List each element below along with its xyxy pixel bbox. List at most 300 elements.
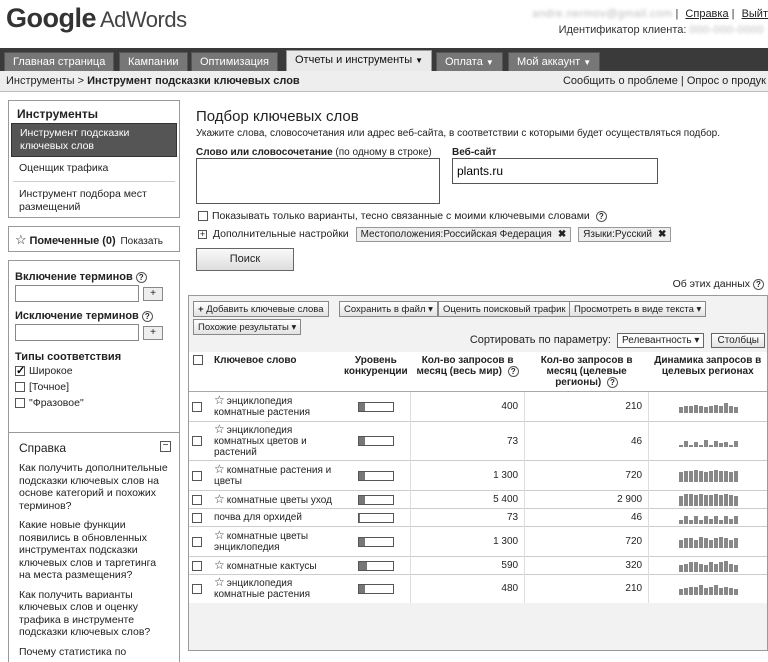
tab-label: Оптимизация: [200, 56, 269, 68]
match-type-label: Широкое: [29, 365, 73, 377]
trend-bar: [699, 494, 703, 506]
chevron-down-icon: ▾: [697, 304, 702, 315]
collapse-icon[interactable]: −: [160, 441, 171, 452]
help-icon[interactable]: ?: [596, 211, 607, 222]
help-question[interactable]: Как получить дополнительные подсказки ключевых слов на основе категорий и похожих терминов?: [9, 459, 179, 516]
trend-bar: [734, 516, 738, 524]
report-problem-link[interactable]: Сообщить о проблеме: [563, 75, 678, 87]
tab-reports-tools[interactable]: [286, 50, 432, 71]
trend-bar: [709, 495, 713, 506]
close-icon[interactable]: ✖: [658, 229, 666, 240]
survey-link[interactable]: Опрос о продук: [687, 75, 766, 87]
trend-bar: [729, 540, 733, 548]
competition-bar: [358, 513, 394, 523]
trend-bar: [704, 472, 708, 482]
global-searches-header[interactable]: [411, 352, 525, 392]
starred-panel: [8, 226, 180, 252]
trend-bar: [724, 587, 728, 595]
trend-cell: [649, 509, 767, 527]
trend-bar: [714, 585, 718, 595]
trend-bar: [724, 494, 728, 506]
trend-bar: [704, 516, 708, 524]
keyword-cell: [211, 491, 341, 509]
about-data-link[interactable]: [673, 278, 764, 290]
star-icon[interactable]: ☆: [214, 528, 225, 542]
trend-bar: [689, 520, 693, 524]
trend-bar: [679, 589, 683, 595]
trend-bar: [704, 565, 708, 572]
help-icon[interactable]: ?: [142, 311, 153, 322]
trend-bar: [704, 588, 708, 595]
sidebar-item-traffic-estimator[interactable]: Оценщик трафика: [9, 160, 179, 177]
row-checkbox[interactable]: [192, 537, 202, 547]
row-checkbox[interactable]: [192, 436, 202, 446]
trend-bar: [689, 587, 693, 595]
client-id-value: 000-000-0000: [689, 24, 764, 36]
row-checkbox[interactable]: [192, 561, 202, 571]
local-searches-cell: 46: [525, 509, 649, 527]
trend-bar: [734, 538, 738, 548]
keyword-text: комнатные кактусы: [227, 561, 317, 572]
trend-bar: [694, 442, 698, 447]
local-searches-header[interactable]: [525, 352, 649, 392]
keyword-text: комнатные цветы энциклопедия: [214, 531, 308, 553]
tab-label: Кампании: [128, 56, 179, 68]
trend-bar: [729, 564, 733, 572]
trend-bar: [719, 562, 723, 572]
trend-bar: [704, 495, 708, 506]
competition-cell: [341, 509, 411, 527]
local-searches-cell: 46: [525, 422, 649, 461]
table-row[interactable]: [189, 491, 767, 509]
trend-bar: [714, 564, 718, 572]
exclude-terms-label: [9, 310, 179, 322]
trend-bar: [714, 538, 718, 548]
sort-value: Релевантность: [622, 335, 692, 346]
trend-bar: [694, 405, 698, 413]
table-row[interactable]: [189, 575, 767, 603]
trend-bar: [729, 406, 733, 413]
table-row[interactable]: [189, 392, 767, 422]
trend-bar: [679, 445, 683, 447]
close-icon[interactable]: ✖: [558, 229, 566, 240]
similar-results-label: Похожие результаты: [198, 322, 289, 333]
tab-my-account[interactable]: [508, 52, 600, 71]
exclude-terms-input[interactable]: [15, 324, 139, 341]
trend-bar: [694, 516, 698, 524]
competition-bar: [358, 584, 394, 594]
star-icon[interactable]: ☆: [214, 393, 225, 407]
location-chip: [356, 227, 572, 242]
tab-label: Отчеты и инструменты: [295, 54, 412, 66]
logo-google: Google: [6, 3, 96, 33]
view-as-text-label: Просмотреть в виде текста: [574, 304, 694, 315]
row-checkbox-cell: [189, 491, 211, 509]
trend-bar: [734, 471, 738, 482]
chevron-down-icon: ▾: [694, 335, 699, 346]
competition-cell: [341, 461, 411, 491]
about-data-text: Об этих данных: [673, 278, 750, 290]
global-searches-cell: 73: [411, 509, 525, 527]
tab-billing[interactable]: [436, 52, 503, 71]
trend-bar: [679, 520, 683, 524]
columns-button[interactable]: Столбцы: [711, 333, 765, 348]
trend-bar: [684, 406, 688, 413]
keyword-table-body: [189, 392, 767, 603]
show-starred-link[interactable]: Показать: [120, 236, 163, 247]
trend-bar: [709, 562, 713, 572]
global-searches-cell: 1 300: [411, 527, 525, 557]
competition-bar: [358, 436, 394, 446]
logo-product: AdWords: [100, 7, 187, 32]
star-icon[interactable]: ☆: [214, 422, 225, 436]
trend-bar: [694, 587, 698, 595]
account-email: andre.nermov@gmail.com: [532, 8, 672, 20]
trend-bar: [684, 588, 688, 595]
help-link[interactable]: Справка: [685, 8, 728, 20]
trend-bar: [699, 445, 703, 447]
local-searches-cell: 210: [525, 392, 649, 422]
global-searches-cell: 73: [411, 422, 525, 461]
tab-campaigns[interactable]: [119, 52, 188, 71]
checkbox[interactable]: [198, 211, 208, 221]
row-checkbox[interactable]: [192, 495, 202, 505]
search-button[interactable]: Поиск: [196, 248, 294, 271]
sort-row: [470, 333, 765, 348]
trend-bar: [689, 406, 693, 413]
similar-results-button[interactable]: [193, 319, 301, 335]
trend-bar: [719, 495, 723, 506]
main-nav: [0, 48, 768, 71]
help-question[interactable]: Как получить варианты ключевых слов и оценку трафика в инструменте подсказки ключевых слов?: [9, 586, 179, 643]
trend-bar: [709, 406, 713, 413]
row-checkbox[interactable]: [192, 513, 202, 523]
trend-sparkline: [679, 470, 738, 482]
chevron-down-icon: ▼: [583, 58, 591, 67]
competition-cell: [341, 422, 411, 461]
competition-cell: [341, 557, 411, 575]
match-type-exact[interactable]: [9, 379, 179, 395]
trend-sparkline: [679, 494, 738, 506]
help-title: Справка: [19, 441, 66, 455]
competition-cell: [341, 527, 411, 557]
checkbox[interactable]: [15, 366, 25, 376]
table-row[interactable]: [189, 509, 767, 527]
help-icon[interactable]: ?: [508, 366, 519, 377]
local-searches-cell: 720: [525, 461, 649, 491]
row-checkbox-cell: [189, 461, 211, 491]
table-header-row: [189, 352, 767, 392]
checkbox[interactable]: [15, 398, 25, 408]
trend-bar: [729, 472, 733, 482]
table-row[interactable]: [189, 422, 767, 461]
trend-bar: [719, 537, 723, 548]
trend-bar: [724, 538, 728, 548]
include-terms-text: Включение терминов: [15, 271, 133, 283]
trend-bar: [729, 588, 733, 595]
trend-bar: [714, 494, 718, 506]
trend-bar: [689, 494, 693, 506]
trend-bar: [684, 471, 688, 482]
competition-fill: [359, 538, 366, 546]
adwords-logo[interactable]: [6, 3, 187, 34]
view-as-text-button[interactable]: [569, 301, 706, 317]
location-chip-label: Местоположения:Российская Федерация: [361, 229, 552, 240]
global-searches-cell: 1 300: [411, 461, 525, 491]
keyword-header[interactable]: Ключевое слово: [211, 352, 341, 392]
trend-cell: [649, 491, 767, 509]
star-icon[interactable]: ☆: [214, 462, 225, 476]
trend-sparkline: [679, 401, 738, 413]
global-searches-label: Кол-во запросов в месяц (весь мир): [417, 355, 514, 377]
row-checkbox[interactable]: [192, 471, 202, 481]
keyword-text: энциклопедия комнатных цветов и растений: [214, 425, 307, 458]
local-searches-cell: 720: [525, 527, 649, 557]
chevron-down-icon: ▾: [428, 304, 433, 315]
keyword-cell: [211, 461, 341, 491]
trend-bar: [724, 471, 728, 482]
breadcrumb-separator: >: [75, 75, 88, 87]
include-terms-input[interactable]: [15, 285, 139, 302]
competition-bar: [358, 561, 394, 571]
match-types-title: Типы соответствия: [9, 351, 179, 363]
keyword-cell: [211, 509, 341, 527]
local-searches-cell: 320: [525, 557, 649, 575]
trend-bar: [679, 472, 683, 482]
global-searches-cell: 590: [411, 557, 525, 575]
competition-fill: [359, 496, 366, 504]
trend-bar: [724, 442, 728, 447]
exclude-terms-text: Исключение терминов: [15, 310, 139, 322]
competition-bar: [358, 495, 394, 505]
trend-bar: [699, 520, 703, 524]
local-searches-cell: 210: [525, 575, 649, 603]
trend-bar: [699, 471, 703, 482]
trend-bar: [704, 538, 708, 548]
competition-header[interactable]: Уровень конкуренции: [341, 352, 411, 392]
competition-cell: [341, 392, 411, 422]
help-icon[interactable]: ?: [136, 272, 147, 283]
trend-bar: [684, 564, 688, 572]
trend-bar: [679, 540, 683, 548]
tools-panel: [8, 100, 180, 218]
tab-label: Оплата: [445, 56, 483, 68]
keyword-cell: [211, 557, 341, 575]
main-content: [188, 100, 768, 651]
logout-link[interactable]: Выйт: [742, 8, 768, 20]
save-to-file-label: Сохранить в файл: [344, 304, 425, 315]
keyword-label-hint: (по одному в строке): [335, 147, 431, 158]
help-question[interactable]: Почему статистика по: [9, 643, 179, 662]
competition-bar: [358, 471, 394, 481]
keyword-cell: [211, 392, 341, 422]
trend-bar: [689, 445, 693, 447]
table-row[interactable]: [189, 527, 767, 557]
help-icon[interactable]: ?: [753, 279, 764, 290]
exclude-add-button[interactable]: +: [143, 326, 163, 340]
header: [0, 0, 768, 48]
row-checkbox-cell: [189, 557, 211, 575]
star-icon[interactable]: ☆: [214, 492, 225, 506]
sort-label: Сортировать по параметру:: [470, 334, 611, 346]
keyword-text: комнатные растения и цветы: [214, 465, 331, 487]
trend-bar: [689, 562, 693, 572]
keyword-text: почва для орхидей: [214, 512, 302, 523]
plus-icon: +: [198, 304, 204, 315]
advanced-settings-row: [198, 227, 671, 242]
row-checkbox[interactable]: [192, 584, 202, 594]
trend-bar: [694, 540, 698, 548]
add-keywords-label: Добавить ключевые слова: [206, 304, 323, 315]
trend-bar: [684, 516, 688, 524]
sort-select[interactable]: [617, 333, 704, 348]
tab-optimization[interactable]: [191, 52, 278, 71]
trend-bar: [729, 495, 733, 506]
close-variants-option[interactable]: [198, 210, 607, 222]
starred-label: Помеченные (0): [29, 235, 115, 247]
keyword-cell: [211, 422, 341, 461]
include-add-button[interactable]: +: [143, 287, 163, 301]
page-title: Подбор ключевых слов: [196, 108, 359, 125]
trend-bar: [724, 403, 728, 413]
website-input[interactable]: [452, 158, 658, 184]
trend-bar: [724, 561, 728, 572]
row-checkbox-cell: [189, 509, 211, 527]
trend-header[interactable]: Динамика запросов в целевых регионах: [649, 352, 767, 392]
add-keywords-button[interactable]: [193, 301, 329, 317]
trend-bar: [694, 495, 698, 506]
trend-bar: [704, 407, 708, 413]
trend-cell: [649, 461, 767, 491]
trend-bar: [734, 589, 738, 595]
results-panel: [188, 295, 768, 651]
competition-bar: [358, 402, 394, 412]
match-type-label: [Точное]: [29, 381, 69, 393]
keyword-cell: [211, 527, 341, 557]
trend-bar: [704, 440, 708, 447]
trend-bar: [719, 471, 723, 482]
sidebar-item-keyword-tool[interactable]: Инструмент подсказки ключевых слов: [11, 123, 177, 157]
match-type-label: "Фразовое": [29, 397, 84, 409]
competition-bar: [358, 537, 394, 547]
trend-bar: [709, 540, 713, 548]
chevron-down-icon: ▼: [415, 56, 423, 65]
page-subtitle: Укажите слова, словосочетания или адрес веб-сайта, в соответствии с которыми будет осуществляться подбор.: [196, 128, 720, 139]
trend-bar: [714, 470, 718, 482]
star-icon[interactable]: ☆: [214, 575, 225, 589]
row-checkbox[interactable]: [192, 402, 202, 412]
save-to-file-button[interactable]: [339, 301, 438, 317]
keyword-text: энциклопедия комнатные растения: [214, 396, 310, 418]
trend-bar: [699, 585, 703, 595]
trend-bar: [714, 405, 718, 413]
sidebar-item-placement-tool[interactable]: Инструмент подбора мест размещений: [9, 186, 179, 216]
trend-bar: [714, 441, 718, 447]
trend-bar: [679, 565, 683, 572]
language-chip-label: Языки:Русский: [583, 229, 652, 240]
table-row[interactable]: [189, 461, 767, 491]
trend-bar: [709, 587, 713, 595]
keyword-table: [189, 352, 767, 603]
match-type-phrase[interactable]: [9, 395, 179, 411]
competition-cell: [341, 491, 411, 509]
trend-bar: [714, 516, 718, 524]
expand-icon[interactable]: +: [198, 230, 207, 239]
checkbox[interactable]: [15, 382, 25, 392]
help-panel: [8, 432, 180, 662]
star-icon[interactable]: ☆: [214, 558, 225, 572]
competition-fill: [359, 403, 366, 411]
tab-home[interactable]: [4, 52, 114, 71]
select-all-checkbox[interactable]: [193, 355, 203, 365]
website-label: Веб-сайт: [452, 147, 496, 158]
local-searches-label: Кол-во запросов в месяц (целевые регионы): [541, 355, 633, 388]
keyword-label-text: Слово или словосочетание: [196, 147, 333, 158]
trend-cell: [649, 575, 767, 603]
competition-fill: [359, 437, 366, 445]
trend-sparkline: [679, 512, 738, 524]
keyword-text: энциклопедия комнатные растения: [214, 578, 310, 600]
tab-label: Мой аккаунт: [517, 56, 580, 68]
language-chip: [578, 227, 671, 242]
trend-bar: [684, 494, 688, 506]
trend-bar: [699, 564, 703, 572]
keyword-input[interactable]: [196, 158, 440, 204]
trend-sparkline: [679, 536, 738, 548]
trend-bar: [689, 471, 693, 482]
chevron-down-icon: ▼: [486, 58, 494, 67]
trend-cell: [649, 422, 767, 461]
trend-bar: [734, 565, 738, 572]
close-variants-label: Показывать только варианты, тесно связанные с моими ключевыми словами: [212, 210, 590, 222]
trend-bar: [709, 471, 713, 482]
account-area: andre.nermov@gmail.com | Справка | Выйт Идентификатор клиента: 000-000-0000: [532, 8, 768, 36]
trend-bar: [709, 519, 713, 524]
help-question[interactable]: Какие новые функции появились в обновленных инструментах подсказки ключевых слов и таргетинга на места размещения?: [9, 516, 179, 586]
breadcrumb-root[interactable]: Инструменты: [6, 75, 75, 87]
match-type-broad[interactable]: [9, 363, 179, 379]
keyword-field-label: [196, 147, 432, 158]
trend-bar: [689, 538, 693, 548]
estimate-traffic-button[interactable]: Оценить поисковый трафик: [438, 301, 571, 317]
advanced-settings-link[interactable]: Дополнительные настройки: [213, 228, 349, 240]
competition-cell: [341, 575, 411, 603]
row-checkbox-cell: [189, 392, 211, 422]
trend-bar: [684, 538, 688, 548]
table-row[interactable]: [189, 557, 767, 575]
breadcrumb: [0, 71, 768, 92]
trend-bar: [719, 406, 723, 413]
trend-bar: [734, 496, 738, 506]
select-all-header: [189, 352, 211, 392]
trend-cell: [649, 527, 767, 557]
trend-bar: [719, 443, 723, 447]
global-searches-cell: 5 400: [411, 491, 525, 509]
row-checkbox-cell: [189, 527, 211, 557]
include-terms-label: [9, 271, 179, 283]
breadcrumb-divider: |: [678, 75, 687, 87]
breadcrumb-current: Инструмент подсказки ключевых слов: [87, 75, 300, 87]
trend-bar: [734, 407, 738, 413]
trend-sparkline: [679, 560, 738, 572]
help-icon[interactable]: ?: [607, 377, 618, 388]
row-checkbox-cell: [189, 422, 211, 461]
trend-bar: [694, 470, 698, 482]
trend-bar: [694, 562, 698, 572]
trend-sparkline: [679, 435, 738, 447]
trend-bar: [734, 441, 738, 447]
trend-cell: [649, 557, 767, 575]
